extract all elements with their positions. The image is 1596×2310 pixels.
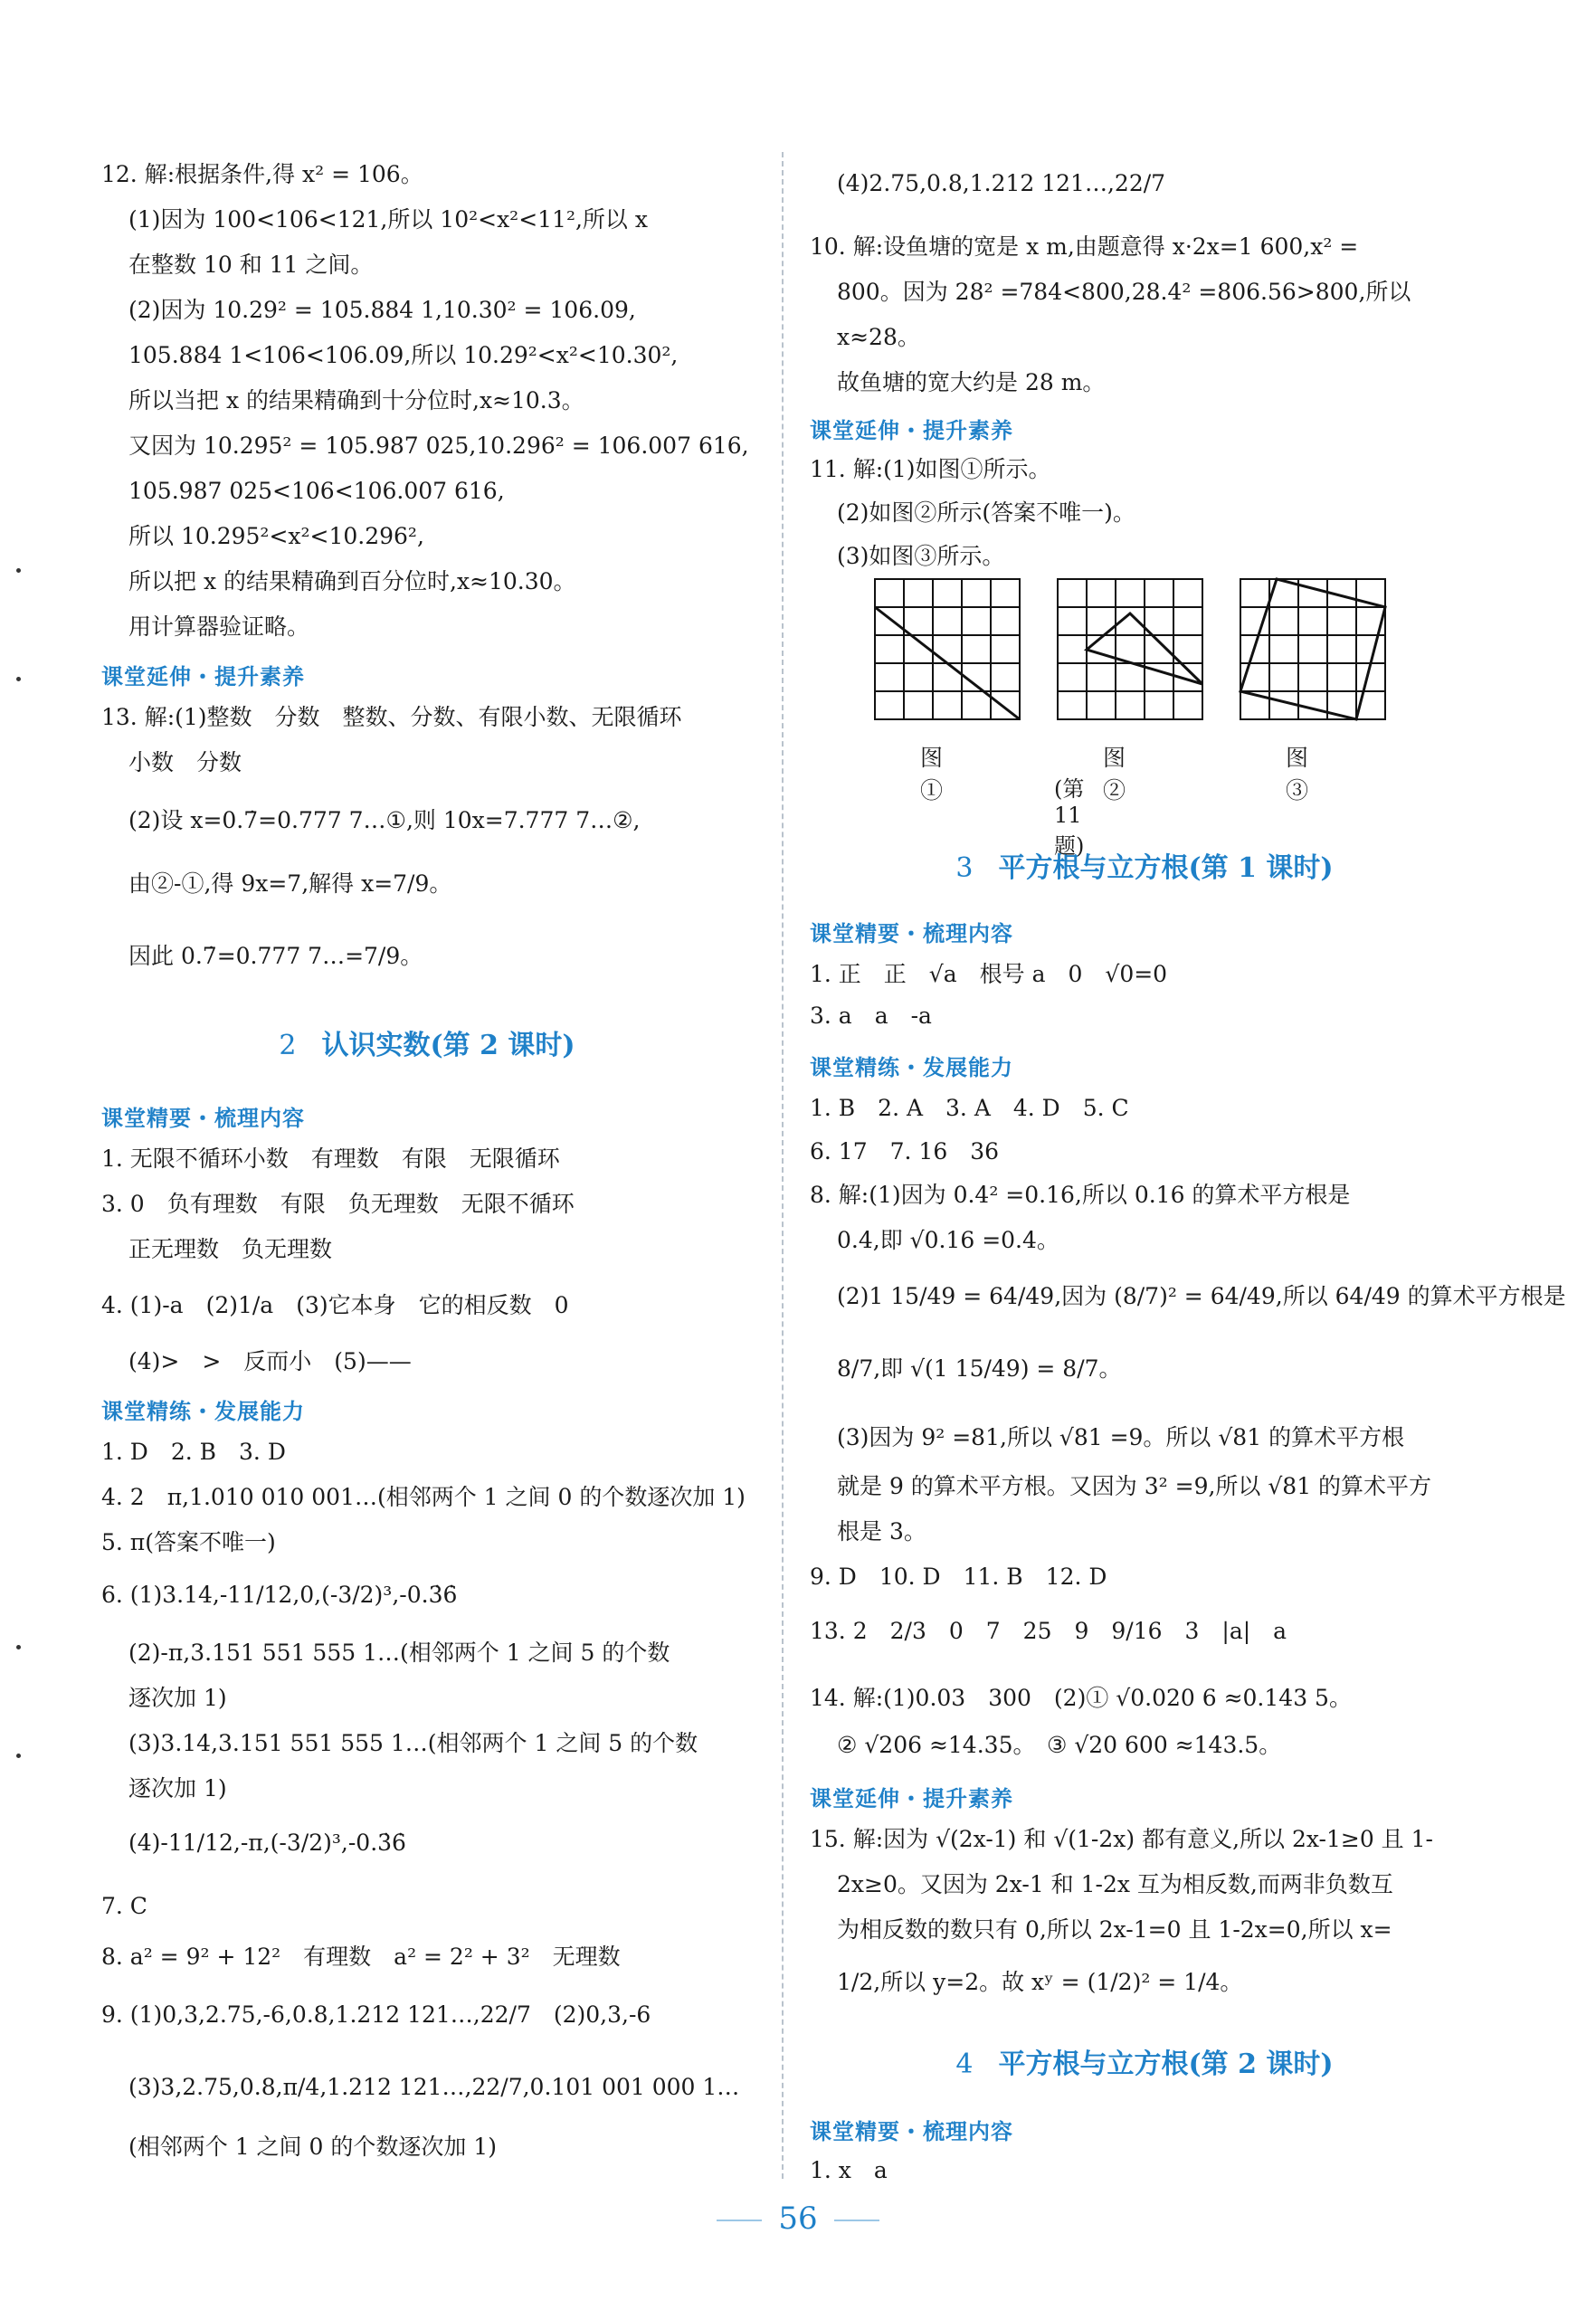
answer-line: 1. 正 正 √a 根号 a 0 √0=0: [810, 961, 1168, 987]
answer-line: 6. (1)3.14,-11/12,0,(-3/2)³,-0.3̇6̇: [101, 1582, 458, 1608]
answer-line: 逐次加 1): [128, 1775, 227, 1801]
lesson-title: [810, 845, 1479, 885]
answer-line: 13. 2 2/3 0 7 25 9 9/16 3 |a| a: [810, 1618, 1287, 1644]
margin-dot: [16, 1754, 21, 1758]
lesson-number: 3: [955, 852, 974, 884]
figure-title: (第 11 题): [1054, 776, 1085, 859]
q11-line: (3)如图③所示。: [837, 543, 1005, 569]
answer-line: 3. 0 负有理数 有限 负无理数 无限不循环: [101, 1191, 575, 1217]
grid-figure-3: [1239, 577, 1392, 722]
answer-line: 9. (1)0,3,2.75,-6,0.8,1.212 121…,22/7 (2)0,3,-6: [101, 2001, 651, 2028]
answer-line: ② √206 ≈14.35。 ③ √20 600 ≈143.5。: [837, 1732, 1282, 1758]
q13-line: 13. 解:(1)整数 分数 整数、分数、有限小数、无限循环: [101, 704, 682, 730]
answer-line: 8. 解:(1)因为 0.4² =0.16,所以 0.16 的算术平方根是: [810, 1182, 1351, 1208]
answer-line: (4)-11/12,-π,(-3/2)³,-0.3̇6̇: [128, 1830, 406, 1856]
q11-line: (2)如图②所示(答案不唯一)。: [837, 499, 1135, 526]
answer-line: (4)2.75,0.8,1.212 121…,22/7: [837, 170, 1166, 196]
q12-line: 用计算器验证略。: [128, 613, 310, 640]
q10-line: 10. 解:设鱼塘的宽是 x m,由题意得 x·2x=1 600,x² =: [810, 233, 1359, 260]
answer-line: 正无理数 负无理数: [128, 1236, 333, 1262]
answer-line: 1. 无限不循环小数 有理数 有限 无限循环: [101, 1145, 560, 1172]
q12-line: 12. 解:根据条件,得 x² = 106。: [101, 161, 423, 187]
answer-line: 5. π(答案不唯一): [101, 1529, 276, 1555]
answer-line: 0.4,即 √0.16 =0.4。: [837, 1227, 1059, 1253]
answer-line: 14. 解:(1)0.03 300 (2)① √0.020 6 ≈0.143 5。: [810, 1685, 1352, 1711]
page-number: [0, 2201, 1596, 2237]
q12-line: 所以 10.295²<x²<10.296²,: [128, 523, 424, 549]
answer-line: (2)-π,3.151 551 555 1…(相邻两个 1 之间 5 的个数: [128, 1640, 670, 1666]
page-number-dash: [834, 2220, 879, 2221]
grid-figure-2: [1056, 577, 1210, 722]
grid-figure-1: [873, 577, 1027, 722]
lesson-name: 认识实数(第 2 课时): [321, 1030, 575, 1061]
q12-line: 所以当把 x 的结果精确到十分位时,x≈10.3。: [128, 387, 584, 414]
margin-dot: [16, 1645, 21, 1649]
lesson-title: [101, 1022, 753, 1062]
q15-line: 2x≥0。又因为 2x-1 和 1-2x 互为相反数,而两非负数互: [837, 1871, 1393, 1897]
q10-line: 800。因为 28² =784<800,28.4² =806.56>800,所以: [837, 279, 1411, 305]
answer-line: 1. B 2. A 3. A 4. D 5. C: [810, 1095, 1129, 1121]
page-number-text: 56: [778, 2201, 818, 2237]
q15-line: 1/2,所以 y=2。故 xʸ = (1/2)² = 1/4。: [837, 1969, 1243, 1995]
answer-line: 8/7,即 √(1 15/49) = 8/7。: [837, 1355, 1122, 1382]
q13-line: 小数 分数: [128, 749, 242, 775]
section-heading: 课堂精练・发展能力: [101, 1399, 305, 1424]
q12-line: (2)因为 10.29² = 105.884 1,10.30² = 106.09,: [128, 297, 636, 323]
q10-line: x≈28。: [837, 324, 920, 350]
q13-line: (2)设 x=0.7̇=0.777 7…①,则 10x=7.777 7…②,: [128, 807, 641, 833]
answer-line: 3. a a -a: [810, 1003, 932, 1029]
answer-line: (3)因为 9² =81,所以 √81 =9。所以 √81 的算术平方根: [837, 1424, 1405, 1450]
lesson-name: 平方根与立方根(第 1 课时): [998, 852, 1334, 884]
section-heading: 课堂精要・梳理内容: [101, 1106, 305, 1131]
q15-line: 为相反数的数只有 0,所以 2x-1=0 且 1-2x=0,所以 x=: [837, 1916, 1392, 1943]
answer-line: (4)> > 反而小 (5)——: [128, 1348, 412, 1374]
figure-caption: 图③: [1286, 745, 1309, 803]
q15-line: 15. 解:因为 √(2x-1) 和 √(1-2x) 都有意义,所以 2x-1≥0 且 1-: [810, 1826, 1433, 1852]
column-divider: [782, 152, 784, 2179]
q11-line: 11. 解:(1)如图①所示。: [810, 456, 1051, 482]
section-heading: 课堂精要・梳理内容: [810, 921, 1013, 946]
lesson-name: 平方根与立方根(第 2 课时): [998, 2049, 1334, 2080]
q12-line: 105.884 1<106<106.09,所以 10.29²<x²<10.30²,: [128, 342, 679, 368]
answer-line: (3)3.14,3.151 551 555 1…(相邻两个 1 之间 5 的个数: [128, 1730, 698, 1756]
lesson-title: [810, 2041, 1479, 2081]
answer-line: (相邻两个 1 之间 0 的个数逐次加 1): [128, 2134, 497, 2160]
answer-line: 8. a² = 9² + 12² 有理数 a² = 2² + 3² 无理数: [101, 1944, 621, 1970]
q12-line: 所以把 x 的结果精确到百分位时,x≈10.30。: [128, 568, 576, 594]
lesson-number: 2: [279, 1030, 297, 1061]
lesson-number: 4: [955, 2049, 974, 2080]
figure-caption: 图①: [920, 745, 944, 803]
section-heading: 课堂延伸・提升素养: [810, 1786, 1013, 1811]
answer-line: 根是 3。: [837, 1518, 926, 1545]
section-heading: 课堂延伸・提升素养: [810, 418, 1013, 443]
q12-line: (1)因为 100<106<121,所以 10²<x²<11²,所以 x: [128, 206, 648, 233]
q10-line: 故鱼塘的宽大约是 28 m。: [837, 369, 1106, 395]
q12-line: 在整数 10 和 11 之间。: [128, 252, 374, 278]
answer-line: 4. (1)-a (2)1/a (3)它本身 它的相反数 0: [101, 1292, 569, 1318]
q13-line: 因此 0.7̇=0.777 7…=7/9。: [128, 943, 423, 969]
answer-line: (2)1 15/49 = 64/49,因为 (8/7)² = 64/49,所以 64/49 的算术平方根是: [837, 1283, 1566, 1309]
margin-dot: [16, 568, 21, 573]
answer-line: (3)3,2.75,0.8,π/4,1.212 121…,22/7,0.101 001 000 1…: [128, 2074, 740, 2100]
answer-line: 4. 2 π,1.010 010 001…(相邻两个 1 之间 0 的个数逐次加 1): [101, 1484, 746, 1510]
answer-line: 1. D 2. B 3. D: [101, 1439, 286, 1465]
q12-line: 又因为 10.295² = 105.987 025,10.296² = 106.007 616,: [128, 433, 749, 459]
q13-line: 由②-①,得 9x=7,解得 x=7/9。: [128, 870, 452, 897]
q12-line: 105.987 025<106<106.007 616,: [128, 478, 505, 504]
figure-caption: 图②: [1103, 745, 1126, 803]
section-heading: 课堂精要・梳理内容: [810, 2119, 1013, 2144]
answer-line: 1. x a: [810, 2157, 888, 2183]
page-number-dash: [717, 2220, 762, 2221]
answer-line: 7. C: [101, 1893, 147, 1919]
answer-line: 逐次加 1): [128, 1685, 227, 1711]
answer-line: 就是 9 的算术平方根。又因为 3² =9,所以 √81 的算术平方: [837, 1473, 1432, 1499]
section-heading: 课堂延伸・提升素养: [101, 664, 305, 689]
margin-dot: [16, 677, 21, 681]
section-heading: 课堂精练・发展能力: [810, 1055, 1013, 1080]
answer-line: 9. D 10. D 11. B 12. D: [810, 1564, 1107, 1590]
answer-line: 6. 17 7. 16 36: [810, 1138, 1000, 1165]
